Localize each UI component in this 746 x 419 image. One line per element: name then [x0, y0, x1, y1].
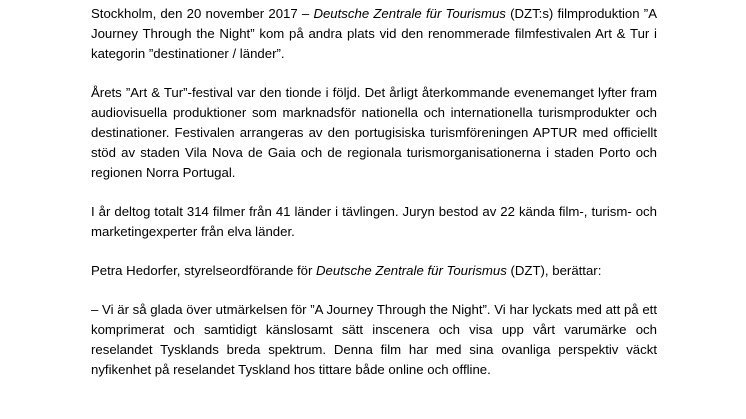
intro-dateline: Stockholm, den 20 november 2017 – — [91, 6, 314, 21]
document-body — [91, 4, 657, 380]
intro-text: (DZT:s) filmproduktion ”A Journey Through the Night” kom på andra plats vid den renommerade filmfestivalen Art & Tur i kategorin ”destinationer / länder”. — [91, 6, 657, 61]
paragraph-quote: – Vi är så glada över utmärkelsen för ”A Journey Through the Night”. Vi har lyckats med att på ett komprimerat och samtidigt känslosamt sätt inscenera och visa upp vårt varumärke och reselandet Tysklands breda spektrum. Denna film har med sina ovanliga perspektiv väckt nyfikenhet på reselandet Tyskland hos tittare både online och offline. — [91, 302, 657, 377]
attribution-text: Petra Hedorfer, styrelseordförande för — [91, 263, 317, 278]
paragraph-festival: Årets ”Art & Tur”-festival var den tionde i följd. Det årligt återkommande evenemanget lyfter fram audiovisuella produktioner som marknadsför nationella och internationella turismprodukter och destinationer. Festivalen arrangeras av den portugisiska turismföreningen APTUR med officiellt stöd av staden Vila Nova de Gaia och de regionala turismorganisationerna i staden Porto och regionen Norra Portugal. — [91, 85, 657, 180]
attribution-suffix: (DZT), berättar: — [506, 263, 602, 278]
paragraph-intro — [91, 4, 657, 64]
organization-name: Deutsche Zentrale für Tourismus — [316, 263, 507, 278]
organization-name: Deutsche Zentrale für Tourismus — [313, 6, 506, 21]
paragraph-participants: I år deltog totalt 314 filmer från 41 länder i tävlingen. Juryn bestod av 22 kända film-, turism- och marketingexperter från elva länder. — [91, 204, 657, 239]
paragraph-quote-attribution — [91, 261, 657, 281]
